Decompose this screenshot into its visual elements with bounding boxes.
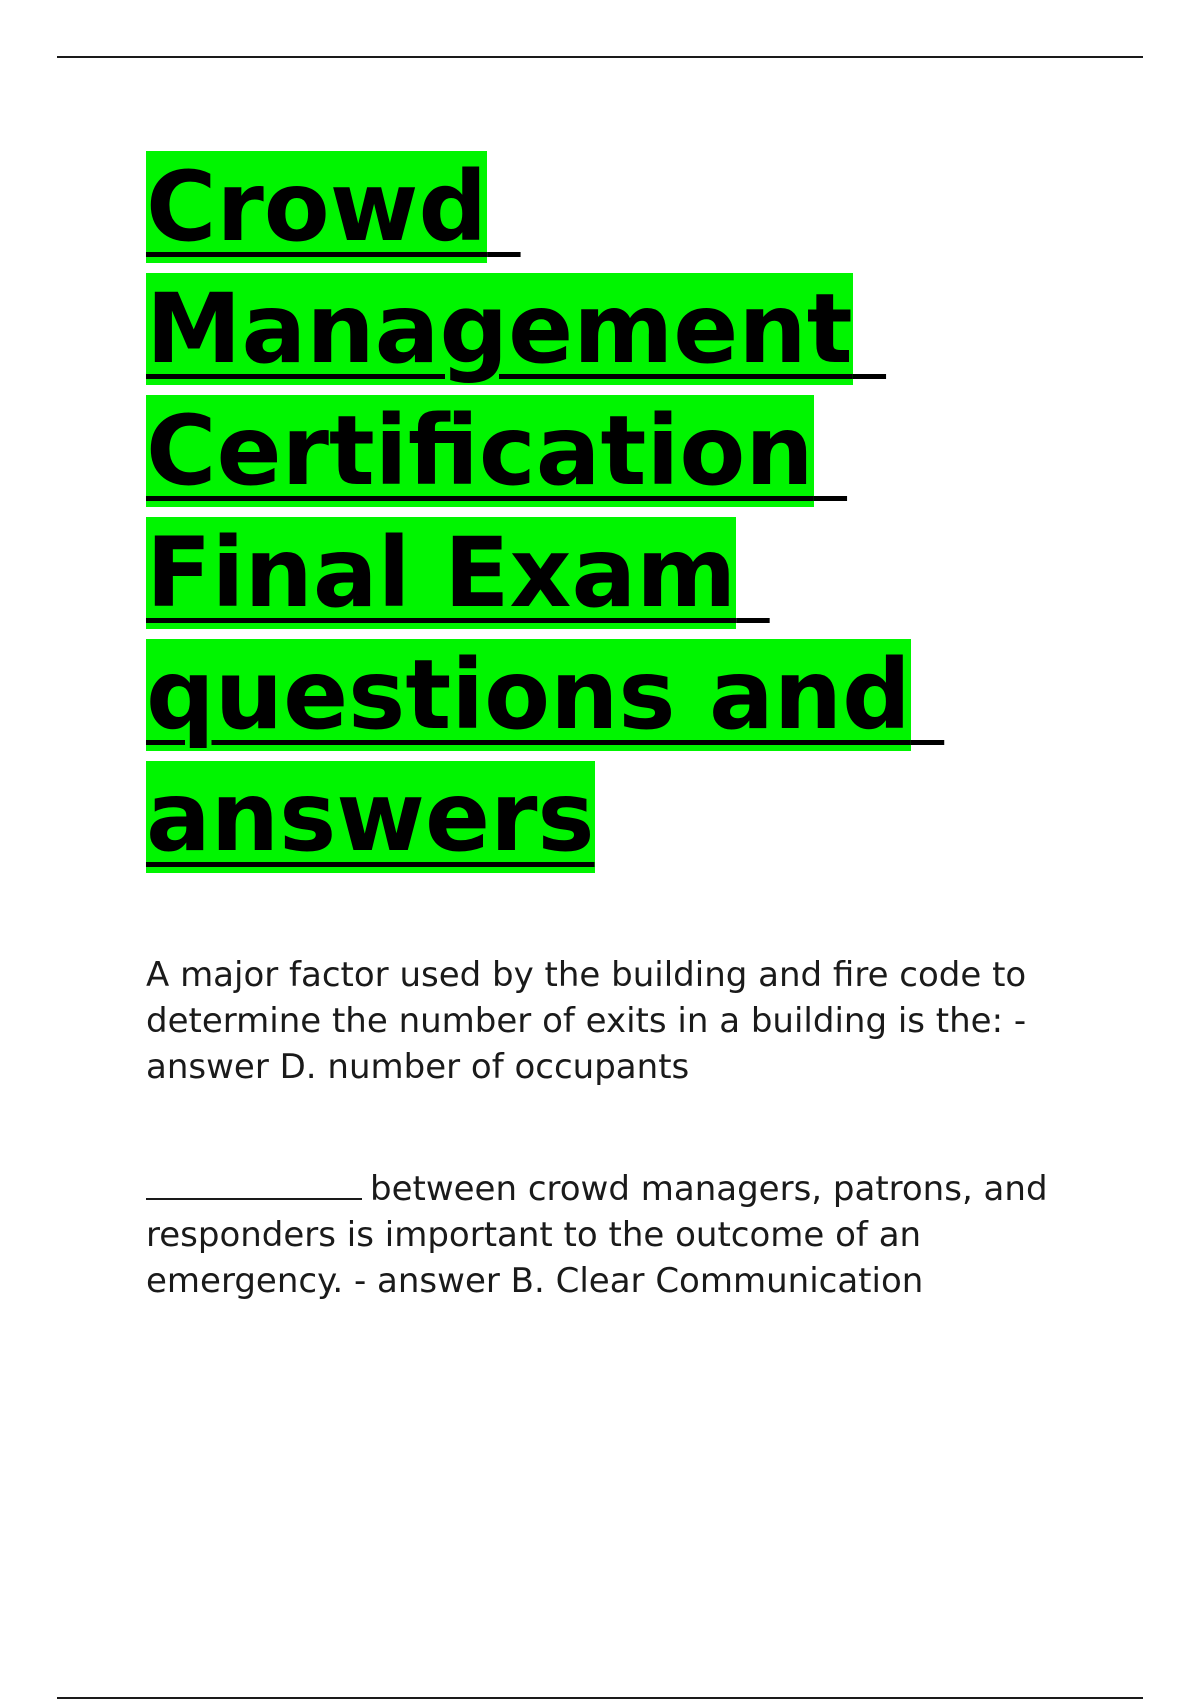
- title-trailing-space: [487, 151, 520, 263]
- title-line: [146, 756, 1146, 878]
- qa-text: between crowd managers, patrons, and responders is important to the outcome of an emergency. - answer B. Clear Communication: [146, 1169, 1048, 1301]
- title-trailing-space: [911, 639, 944, 751]
- title-line: [146, 634, 1146, 756]
- title-highlight: answers: [146, 761, 595, 873]
- qa-text: A major factor used by the building and fire code to determine the number of exits in a building is the: - answer D. number of occupants: [146, 955, 1027, 1087]
- title-highlight: questions and: [146, 639, 911, 751]
- title-highlight: Crowd: [146, 151, 488, 263]
- title-line: [146, 512, 1146, 634]
- title-line: [146, 268, 1146, 390]
- title-trailing-space: [814, 395, 847, 507]
- question-answer-1: [146, 952, 1106, 1090]
- title-highlight: Final Exam: [146, 517, 737, 629]
- title-trailing-space: [853, 273, 886, 385]
- title-line: [146, 146, 1146, 268]
- top-rule: [57, 56, 1143, 58]
- title-highlight: Management: [146, 273, 853, 385]
- title-highlight: Certification: [146, 395, 814, 507]
- question-answer-2: [146, 1166, 1106, 1304]
- bottom-rule: [57, 1697, 1143, 1699]
- fill-in-blank: [146, 1168, 362, 1200]
- title-trailing-space: [736, 517, 769, 629]
- document-title: [146, 146, 1146, 878]
- title-line: [146, 390, 1146, 512]
